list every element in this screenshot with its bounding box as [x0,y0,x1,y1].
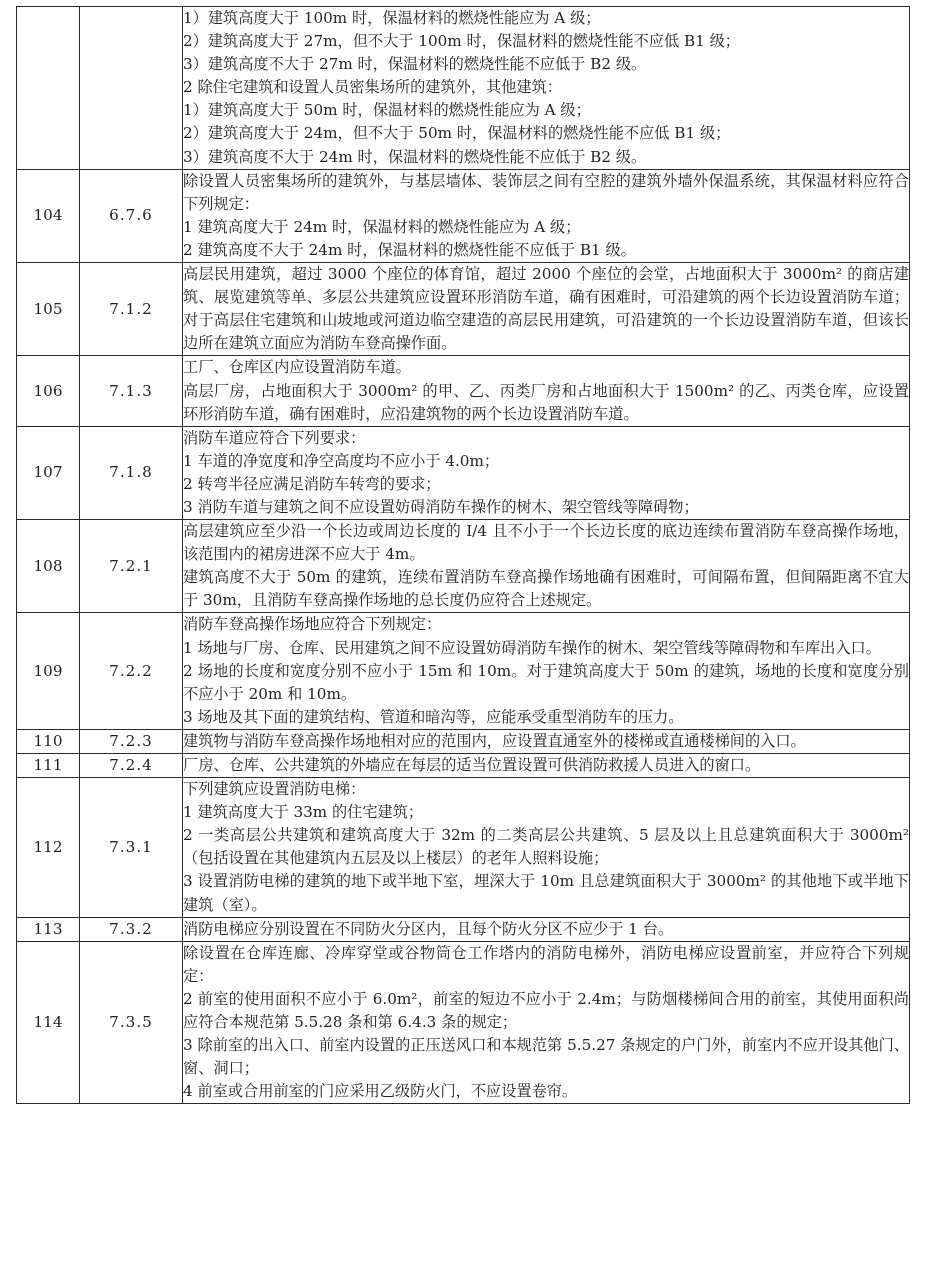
clause-text-line: 高层民用建筑，超过 3000 个座位的体育馆，超过 2000 个座位的会堂，占地面积大于 3000m² 的商店建筑、展览建筑等单、多层公共建筑应设置环形消防车道，确有困难时，可沿建筑的两个长边设置消防车道；对于高层住宅建筑和山坡地或河道边临空建造的高层民用建筑，可沿建筑的一个长边设置消防车道，但该长边所在建筑立面应为消防车登高操作面。 [183,265,909,353]
item-number-cell: 106 [17,356,80,426]
clause-text-line: 3 消防车道与建筑之间不应设置妨碍消防车操作的树木、架空管线等障碍物； [183,497,699,516]
table-row [17,754,910,778]
clause-content-cell [183,778,910,918]
table-row [17,613,910,729]
clause-text-line: 1 车道的净宽度和净空高度均不应小于 4.0m； [183,451,500,470]
clause-text-line: 2 一类高层公共建筑和建筑高度大于 32m 的二类高层公共建筑、5 层及以上且总建筑面积大于 3000m²（包括设置在其他建筑内五层及以上楼层）的老年人照料设施； [183,826,909,868]
clause-number-cell: 7.3.5 [80,941,183,1104]
clause-content-cell [183,356,910,426]
clause-text-line: 除设置在仓库连廊、冷库穿堂或谷物筒仓工作塔内的消防电梯外，消防电梯应设置前室，并应符合下列规定： [183,943,909,985]
clause-content-cell [183,729,910,753]
item-number-cell: 110 [17,729,80,753]
clause-text-line: 高层建筑应至少沿一个长边或周边长度的 I/4 且不小于一个长边长度的底边连续布置消防车登高操作场地，该范围内的裙房进深不应大于 4m。 [183,522,909,564]
clause-content-cell [183,520,910,613]
clause-text-line: 1 建筑高度大于 33m 的住宅建筑； [183,803,424,822]
clause-text-line: 2 除住宅建筑和设置人员密集场所的建筑外，其他建筑： [183,78,562,97]
item-number-cell: 111 [17,754,80,778]
table-row [17,263,910,356]
clause-text-line: 3 除前室的出入口、前室内设置的正压送风口和本规范第 5.5.27 条规定的户门外，前室内不应开设其他门、窗、洞口； [183,1036,909,1078]
clause-number-cell: 7.1.3 [80,356,183,426]
clause-text-line: 建筑高度不大于 50m 的建筑，连续布置消防车登高操作场地确有困难时，可间隔布置，但间隔距离不宜大于 30m，且消防车登高操作场地的总长度仍应符合上述规定。 [183,568,909,610]
clause-text-line: 4 前室或合用前室的门应采用乙级防火门，不应设置卷帘。 [183,1082,578,1101]
table-row [17,941,910,1104]
clause-number-cell: 7.2.3 [80,729,183,753]
item-number-cell: 109 [17,613,80,729]
clause-text-line: 消防车登高操作场地应符合下列规定： [183,615,442,634]
item-number-cell: 114 [17,941,80,1104]
clause-text-line: 高层厂房，占地面积大于 3000m² 的甲、乙、丙类厂房和占地面积大于 1500m² 的乙、丙类仓库，应设置环形消防车道，确有困难时，应沿建筑物的两个长边设置消防车道。 [183,381,909,423]
item-number-cell: 104 [17,169,80,262]
clause-text-line: 2）建筑高度大于 27m，但不大于 100m 时，保温材料的燃烧性能不应低 B1 级； [183,32,740,51]
table-body [17,7,910,1104]
clause-text-line: 消防车道应符合下列要求： [183,428,366,447]
item-number-cell: 107 [17,426,80,519]
clause-text-line: 2 转弯半径应满足消防车转弯的要求； [183,474,441,493]
clause-text-line: 1 建筑高度大于 24m 时，保温材料的燃烧性能应为 A 级； [183,217,581,236]
clause-content-cell [183,7,910,170]
clause-number-cell: 7.2.2 [80,613,183,729]
clause-text-line: 下列建筑应设置消防电梯： [183,780,366,799]
clause-text-line: 建筑物与消防车登高操作场地相对应的范围内，应设置直通室外的楼梯或直通楼梯间的入口。 [183,731,806,750]
item-number-cell: 112 [17,778,80,918]
clause-content-cell [183,263,910,356]
clause-text-line: 2 场地的长度和宽度分别不应小于 15m 和 10m。对于建筑高度大于 50m 的建筑，场地的长度和宽度分别不应小于 20m 和 10m。 [183,661,909,703]
clause-content-cell [183,941,910,1104]
clause-text-line: 2 前室的使用面积不应小于 6.0m²，前室的短边不应小于 2.4m；与防烟楼梯间合用的前室，其使用面积尚应符合本规范第 5.5.28 条和第 6.4.3 条的规定； [183,989,909,1032]
clause-content-cell [183,613,910,729]
clause-number-cell [80,7,183,170]
table-row [17,520,910,613]
item-number-cell: 105 [17,263,80,356]
clause-number-cell: 7.2.4 [80,754,183,778]
table-row [17,7,910,170]
clause-content-cell [183,426,910,519]
table-row [17,169,910,262]
clause-text-line: 消防电梯应分别设置在不同防火分区内，且每个防火分区不应少于 1 台。 [183,919,674,938]
clause-text-line: 3 场地及其下面的建筑结构、管道和暗沟等，应能承受重型消防车的压力。 [183,707,684,726]
fire-code-clause-table [16,6,910,1104]
clause-number-cell: 6.7.6 [80,169,183,262]
clause-number-cell: 7.2.1 [80,520,183,613]
clause-text-line: 2）建筑高度大于 24m，但不大于 50m 时，保温材料的燃烧性能不应低 B1 级； [183,124,731,143]
clause-number-cell: 7.1.8 [80,426,183,519]
table-row [17,729,910,753]
clause-text-line: 工厂、仓库区内应设置消防车道。 [183,358,411,377]
clause-text-line: 3）建筑高度不大于 27m 时，保温材料的燃烧性能不应低于 B2 级。 [183,55,647,74]
item-number-cell: 113 [17,917,80,941]
clause-content-cell [183,754,910,778]
clause-text-line: 厂房、仓库、公共建筑的外墙应在每层的适当位置设置可供消防救援人员进入的窗口。 [183,756,761,774]
clause-number-cell: 7.1.2 [80,263,183,356]
clause-content-cell [183,169,910,262]
clause-text-line: 1）建筑高度大于 50m 时，保温材料的燃烧性能应为 A 级； [183,101,591,120]
clause-text-line: 3 设置消防电梯的建筑的地下或半地下室，埋深大于 10m 且总建筑面积大于 3000m² 的其他地下或半地下建筑（室）。 [183,872,909,914]
clause-number-cell: 7.3.2 [80,917,183,941]
clause-text-line: 1）建筑高度大于 100m 时，保温材料的燃烧性能应为 A 级； [183,9,601,27]
item-number-cell [17,7,80,170]
item-number-cell: 108 [17,520,80,613]
clause-text-line: 除设置人员密集场所的建筑外，与基层墙体、装饰层之间有空腔的建筑外墙外保温系统，其保温材料应符合下列规定： [183,171,909,213]
table-row [17,778,910,918]
table-row [17,356,910,426]
clause-text-line: 3）建筑高度不大于 24m 时，保温材料的燃烧性能不应低于 B2 级。 [183,147,647,166]
table-row [17,917,910,941]
clause-text-line: 1 场地与厂房、仓库、民用建筑之间不应设置妨碍消防车操作的树木、架空管线等障碍物和车库出入口。 [183,638,881,657]
clause-number-cell: 7.3.1 [80,778,183,918]
clause-content-cell [183,917,910,941]
table-row [17,426,910,519]
clause-text-line: 2 建筑高度不大于 24m 时，保温材料的燃烧性能不应低于 B1 级。 [183,240,636,259]
